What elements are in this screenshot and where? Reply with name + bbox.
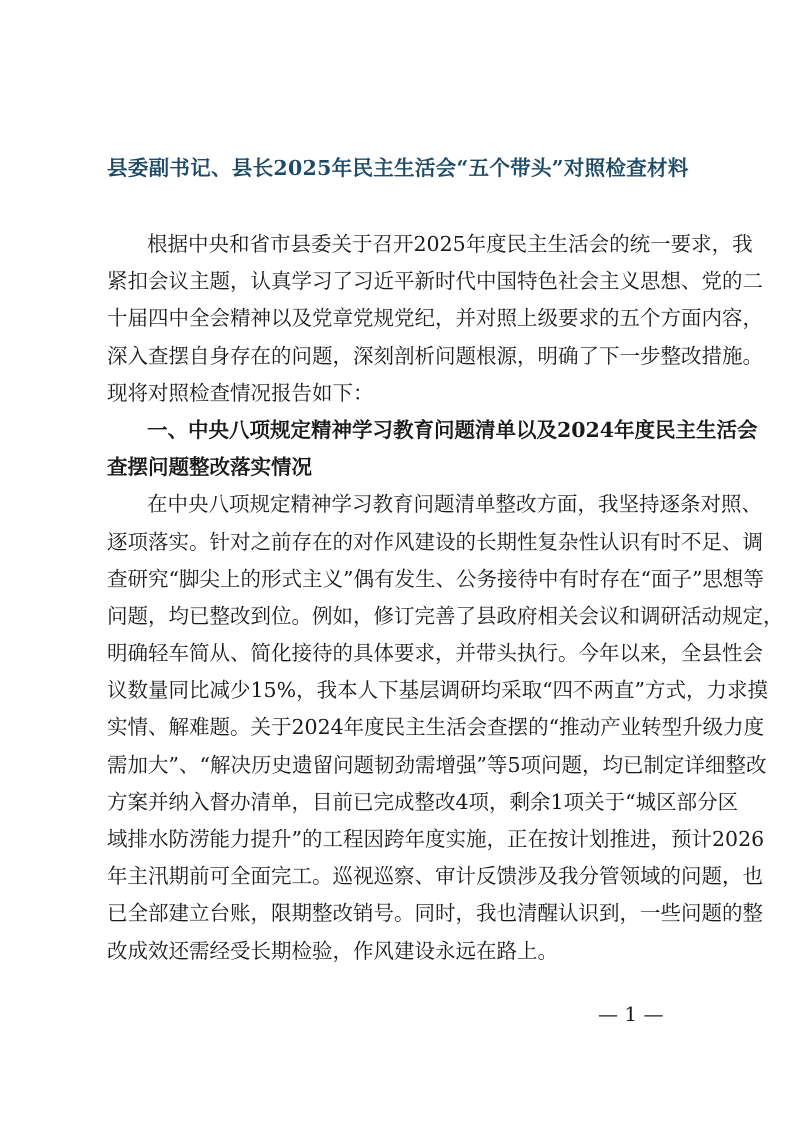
paragraph-line: 十届四中全会精神以及党章党规党纪，并对照上级要求的五个方面内容， <box>107 306 763 331</box>
paragraph-line: 方案并纳入督办清单，目前已完成整改4项，剩余1项关于“城区部分区 <box>107 789 739 814</box>
paragraph-line: 深入查摆自身存在的问题，深刻剖析问题根源，明确了下一步整改措施。 <box>107 343 763 368</box>
paragraph-line: 域排水防涝能力提升”的工程因跨年度实施，正在按计划推进，预计2026 <box>107 827 765 851</box>
paragraph-line: 年主汛期前可全面完工。巡视巡察、审计反馈涉及我分管领域的问题，也 <box>107 864 763 889</box>
paragraph-line: 议数量同比减少15%，我本人下基层调研均采取“四不两直”方式，力求摸 <box>107 678 769 703</box>
paragraph-line: 现将对照检查情况报告如下： <box>107 380 374 405</box>
paragraph-line: 已全部建立台账，限期整改销号。同时，我也清醒认识到，一些问题的整 <box>107 901 763 926</box>
document-body <box>107 226 784 970</box>
section-heading: 一、中央八项规定精神学习教育问题清单以及2024年度民主生活会 <box>147 417 758 442</box>
paragraph-line: 实情、解难题。关于2024年度民主生活会查摆的“推动产业转型升级力度 <box>107 715 765 740</box>
paragraph-line: 紧扣会议主题，认真学习了习近平新时代中国特色社会主义思想、党的二 <box>107 269 763 294</box>
document-title: 县委副书记、县长2025年民主生活会“五个带头”对照检查材料 <box>107 156 689 180</box>
paragraph-line: 问题，均已整改到位。例如，修订完善了县政府相关会议和调研活动规定， <box>107 603 784 628</box>
paragraph-line: 逐项落实。针对之前存在的对作风建设的长期性复杂性认识有时不足、调 <box>107 529 763 554</box>
paragraph-line: 改成效还需经受长期检验，作风建设永远在路上。 <box>107 938 558 963</box>
section-heading: 查摆问题整改落实情况 <box>107 455 312 480</box>
paragraph-line: 明确轻车简从、简化接待的具体要求，并带头执行。今年以来，全县性会 <box>107 641 763 666</box>
paragraph-line: 查研究“脚尖上的形式主义”偶有发生、公务接待中有时存在“面子”思想等 <box>107 566 764 591</box>
page-number: — 1 — <box>598 1002 664 1026</box>
paragraph-line: 根据中央和省市县委关于召开2025年度民主生活会的统一要求，我 <box>147 232 753 256</box>
paragraph-line: 在中央八项规定精神学习教育问题清单整改方面，我坚持逐条对照、 <box>147 492 762 517</box>
paragraph-line: 需加大”、“解决历史遗留问题韧劲需增强”等5项问题，均已制定详细整改 <box>107 752 767 777</box>
